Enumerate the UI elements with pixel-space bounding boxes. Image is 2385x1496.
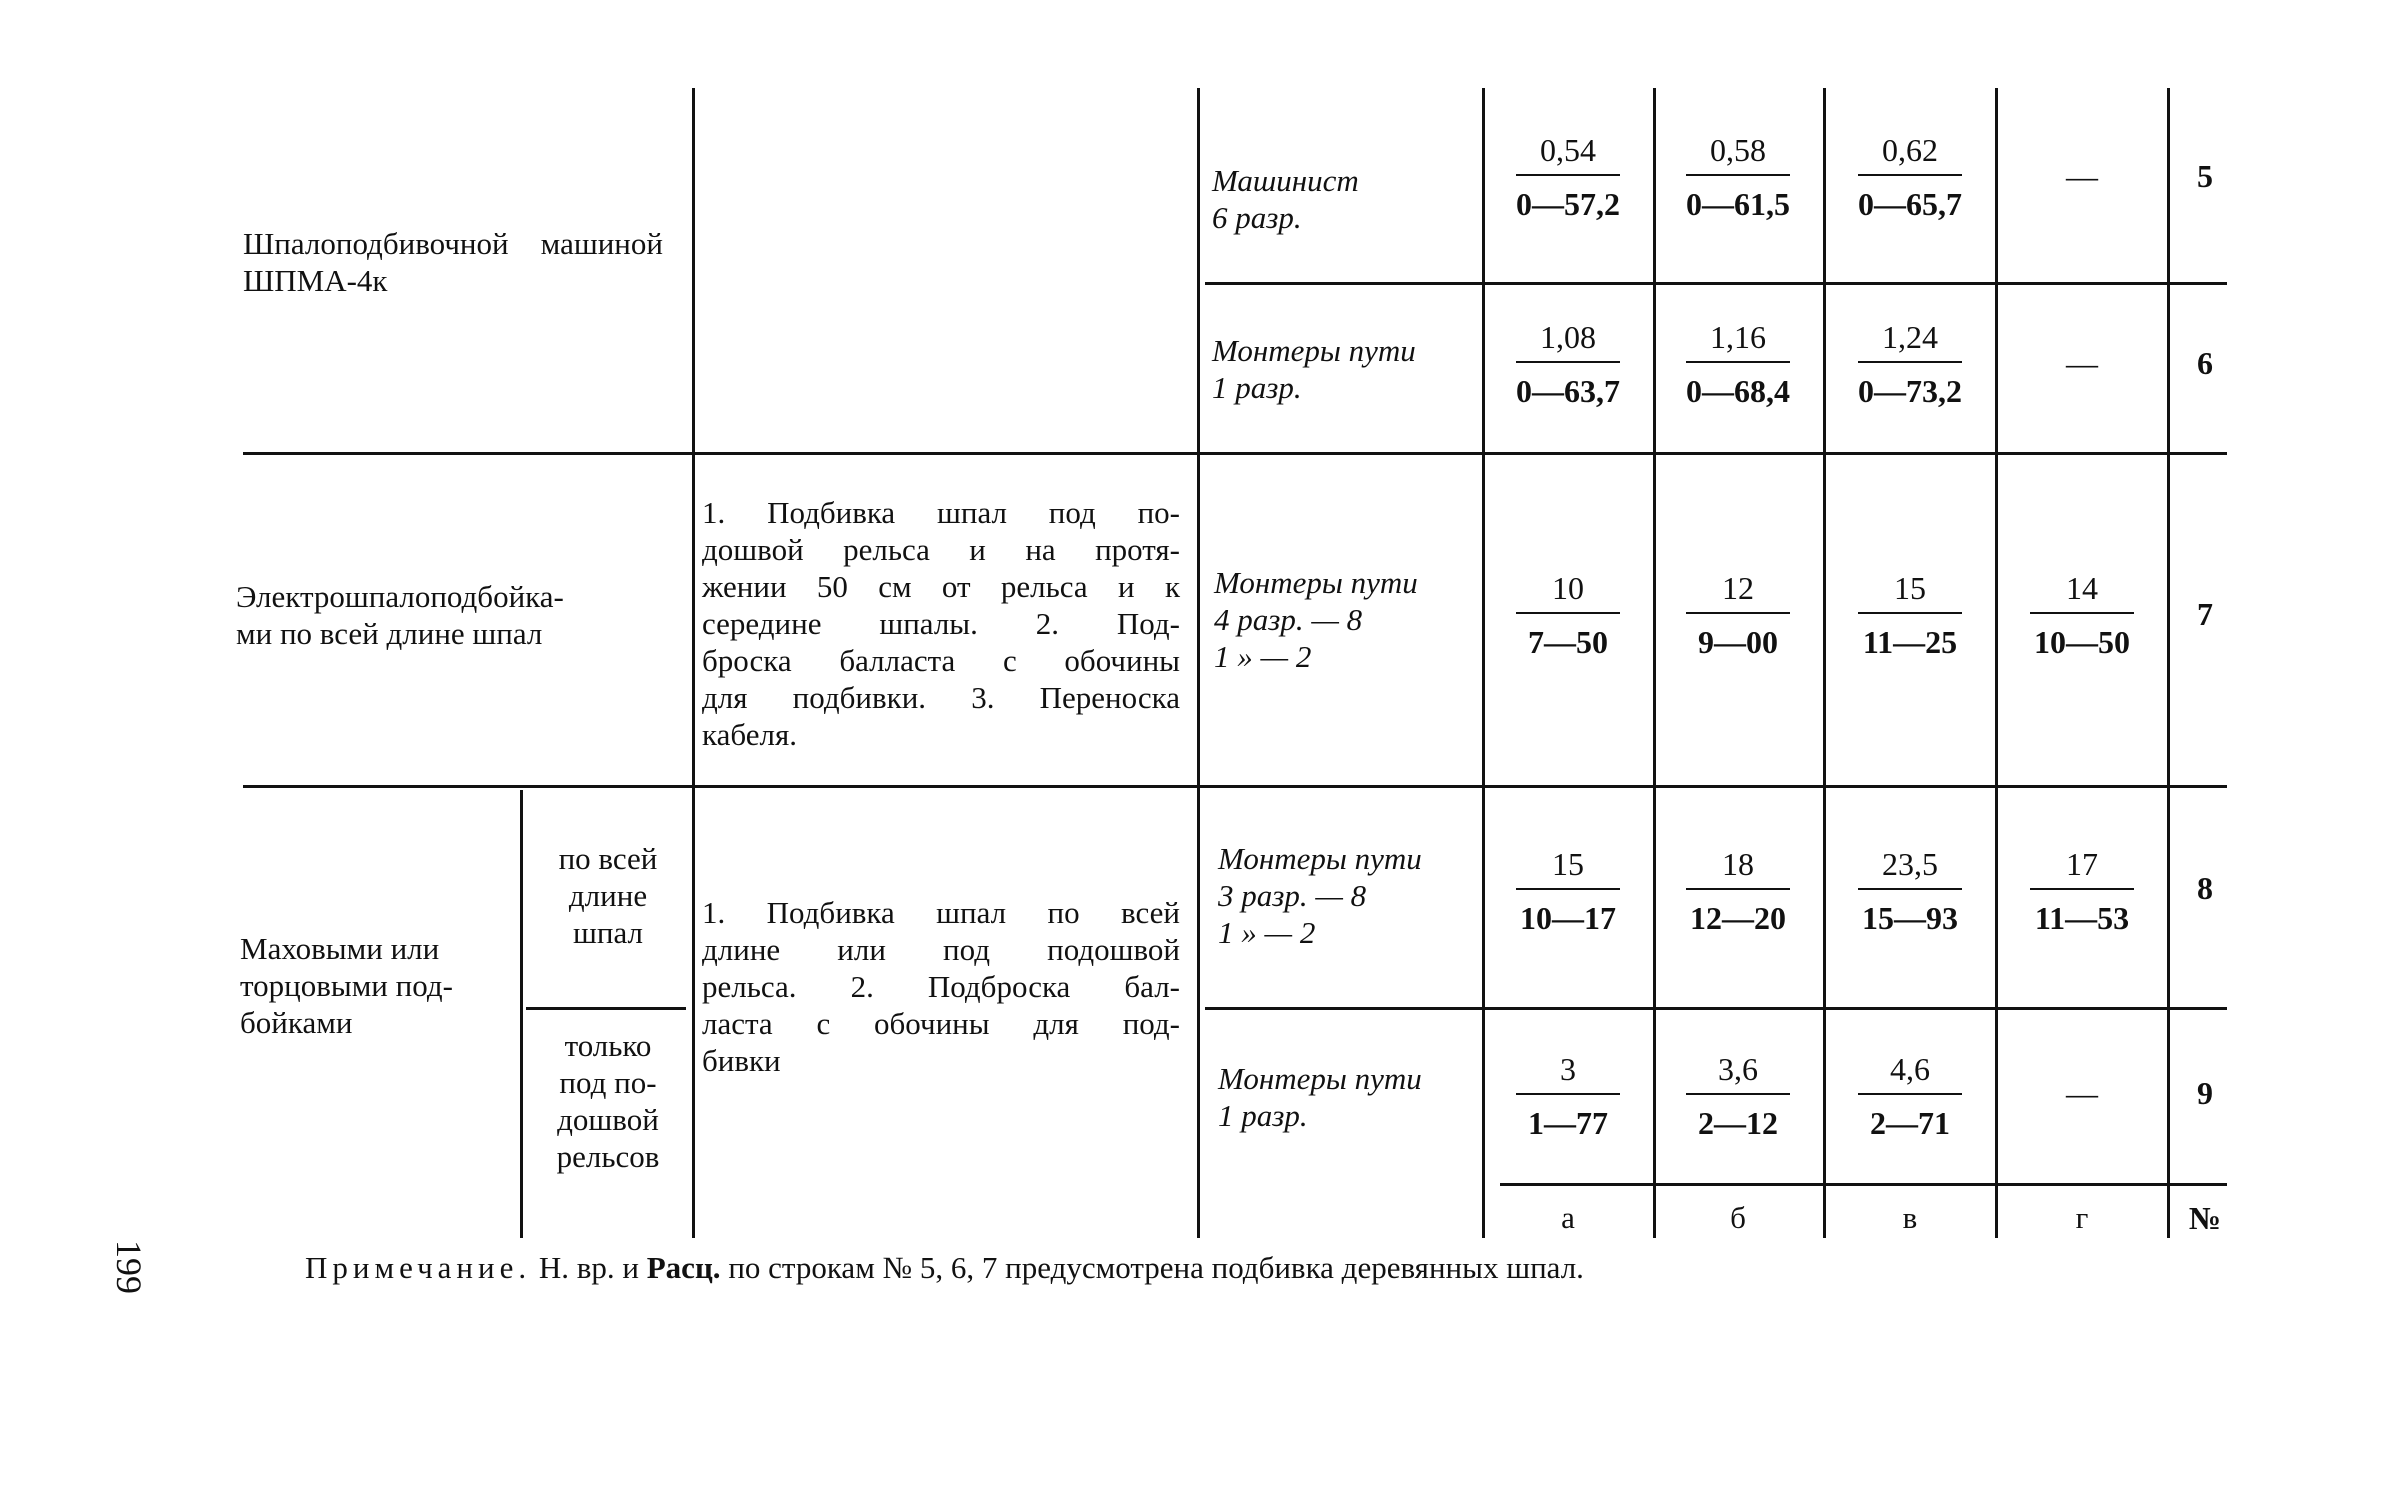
work-line: Электрошпалоподбойка- [236,579,564,614]
vline-sub-left [520,790,523,1238]
fraction-bar [1686,174,1790,176]
rate: 0—57,2 [1516,186,1620,222]
column-label-b: б [1730,1200,1746,1235]
row-number-5: 5 [2197,158,2213,194]
composition-line: броска балласта с обочины [702,643,1180,678]
value-row5-d: — [2066,158,2098,194]
worker-title: Монтеры пути [1212,333,1416,368]
rate: 12—20 [1690,900,1786,936]
row-number-6: 6 [2197,345,2213,381]
work-text: Шпалоподбивочной машиной ШПМА-4к [243,226,663,298]
fraction-bar [1686,1093,1790,1095]
value-row8-a [1488,842,1648,940]
row-number-9: 9 [2197,1075,2213,1111]
work-line: ми по всей длине шпал [236,616,543,651]
worker-label-row7 [1214,564,1474,675]
fraction-bar [1516,174,1620,176]
norm-time: 17 [2066,846,2098,882]
value-row8-b [1658,842,1818,940]
value-row9-a [1488,1047,1648,1145]
sub-variant-under-rail [528,1027,688,1175]
note-text: Н. вр. и [531,1250,647,1285]
value-row7-c [1830,566,1990,664]
composition-manual [702,894,1180,1042]
rate: 10—50 [2034,624,2130,660]
rate: 10—17 [1520,900,1616,936]
worker-grade: 3 разр. — 8 [1218,878,1367,913]
rate: 7—50 [1528,624,1608,660]
footnote [305,1250,1584,1286]
work-name-electro [236,578,656,652]
sub-line: под по- [559,1065,657,1100]
work-line: бойками [240,1005,353,1040]
value-row5-a [1488,128,1648,226]
value-row9-b [1658,1047,1818,1145]
composition-line: дошвой рельса и на протя- [702,532,1180,567]
rule-row5-6 [1205,282,2227,285]
rate: 2—12 [1698,1105,1778,1141]
worker-title: Монтеры пути [1218,1061,1422,1096]
norm-time: 18 [1722,846,1754,882]
composition-electro-last: кабеля. [702,717,797,752]
value-row5-b [1658,128,1818,226]
norm-time: 15 [1552,846,1584,882]
rate: 0—68,4 [1686,373,1790,409]
fraction-bar [1516,361,1620,363]
fraction-bar [1858,174,1962,176]
worker-grade: 4 разр. — 8 [1214,602,1363,637]
value-row9-c [1830,1047,1990,1145]
rule-block2-bottom [243,785,2227,788]
sub-line: шпал [573,915,643,950]
sub-line: только [564,1028,652,1063]
worker-label-row6 [1212,332,1492,406]
value-row8-d [2002,842,2162,940]
rate: 2—71 [1870,1105,1950,1141]
norm-time: 0,54 [1540,132,1596,168]
composition-line: для подбивки. 3. Переноска [702,680,1180,715]
value-row7-b [1658,566,1818,664]
vline-col-b-left [1653,88,1656,1238]
rule-row8-9 [1205,1007,2227,1010]
value-row6-c [1830,315,1990,413]
composition-line: жении 50 см от рельса и к [702,569,1180,604]
norm-time: 0,58 [1710,132,1766,168]
rate: 0—63,7 [1516,373,1620,409]
fraction-bar [1858,1093,1962,1095]
worker-label-row8 [1218,840,1478,951]
rate: 1—77 [1528,1105,1608,1141]
fraction-bar [1858,612,1962,614]
worker-grade: 6 разр. [1212,200,1302,235]
row-number-8: 8 [2197,870,2213,906]
sub-line: дошвой [557,1102,659,1137]
value-row7-d [2002,566,2162,664]
sub-line: рельсов [556,1139,660,1174]
value-row6-b [1658,315,1818,413]
work-line: Маховыми или [240,931,440,966]
column-label-d: г [2075,1200,2089,1235]
value-row9-d: — [2066,1075,2098,1111]
composition-electro [702,494,1180,716]
rule-sub-split [526,1007,686,1010]
vline-workers-left [1197,88,1200,1238]
note-bold: Расц. [646,1250,721,1285]
value-row8-c [1830,842,1990,940]
rate: 11—53 [2034,900,2130,936]
worker-grade: 1 разр. [1218,1098,1308,1133]
page-number: 199 [109,1240,149,1294]
column-label-c: в [1902,1200,1918,1235]
fraction-bar [1858,888,1962,890]
fraction-bar [1858,361,1962,363]
norm-time: 3,6 [1718,1051,1758,1087]
value-row6-d: — [2066,345,2098,381]
composition-line: рельса. 2. Подброска бал- [702,969,1180,1004]
worker-title: Машинист [1212,163,1359,198]
rate: 9—00 [1698,624,1778,660]
fraction-bar [1686,888,1790,890]
note-text: по строкам № 5, 6, 7 предусмотрена подбивка деревянных шпал. [720,1250,1584,1285]
sub-line: длине [568,878,648,913]
composition-line: 1. Подбивка шпал под по- [702,495,1180,530]
norm-time: 15 [1894,570,1926,606]
rate: 0—65,7 [1858,186,1962,222]
vline-no-left [2167,88,2170,1238]
composition-line: длине или под подошвой [702,932,1180,967]
row-number-7: 7 [2197,596,2213,632]
value-row5-c [1830,128,1990,226]
composition-line: 1. Подбивка шпал по всей [702,895,1180,930]
norm-time: 4,6 [1890,1051,1930,1087]
fraction-bar [1516,1093,1620,1095]
norm-time: 1,16 [1710,319,1766,355]
fraction-bar [2030,888,2134,890]
rate: 15—93 [1862,900,1958,936]
worker-grade: 1 разр. [1212,370,1302,405]
fraction-bar [1686,361,1790,363]
norm-time: 23,5 [1882,846,1938,882]
vline-col-d-left [1995,88,1998,1238]
fraction-bar [1686,612,1790,614]
note-prefix: Примечание. [305,1250,532,1285]
rate: 11—25 [1862,624,1958,660]
composition-manual-last: бивки [702,1043,781,1078]
rule-col-header [1500,1183,2227,1186]
rate: 0—73,2 [1858,373,1962,409]
vline-col-a-left [1482,88,1485,1238]
norm-time: 10 [1552,570,1584,606]
fraction-bar [1516,888,1620,890]
value-row7-a [1488,566,1648,664]
work-line: торцовыми под- [240,968,453,1003]
vline-composition-left [692,88,695,1238]
column-label-a: а [1561,1200,1575,1235]
sub-line: по всей [558,841,658,876]
worker-grade: 1 » — 2 [1214,639,1312,674]
work-name-shpma [243,225,663,299]
worker-title: Монтеры пути [1218,841,1422,876]
value-row6-a [1488,315,1648,413]
sub-variant-full-length [528,840,688,951]
composition-line: ласта с обочины для под- [702,1006,1180,1041]
norm-time: 12 [1722,570,1754,606]
worker-title: Монтеры пути [1214,565,1418,600]
norm-time: 3 [1560,1051,1576,1087]
norm-time: 1,08 [1540,319,1596,355]
norm-time: 1,24 [1882,319,1938,355]
worker-grade: 1 » — 2 [1218,915,1316,950]
composition-line: середине шпалы. 2. Под- [702,606,1180,641]
worker-label-row9 [1218,1060,1478,1134]
rate: 0—61,5 [1686,186,1790,222]
rule-block1-bottom [243,452,2227,455]
norm-time: 0,62 [1882,132,1938,168]
norm-time: 14 [2066,570,2098,606]
vline-col-c-left [1823,88,1826,1238]
work-name-manual [240,930,510,1041]
column-label-no: № [2188,1200,2222,1236]
fraction-bar [2030,612,2134,614]
fraction-bar [1516,612,1620,614]
worker-label-row5 [1212,162,1472,236]
